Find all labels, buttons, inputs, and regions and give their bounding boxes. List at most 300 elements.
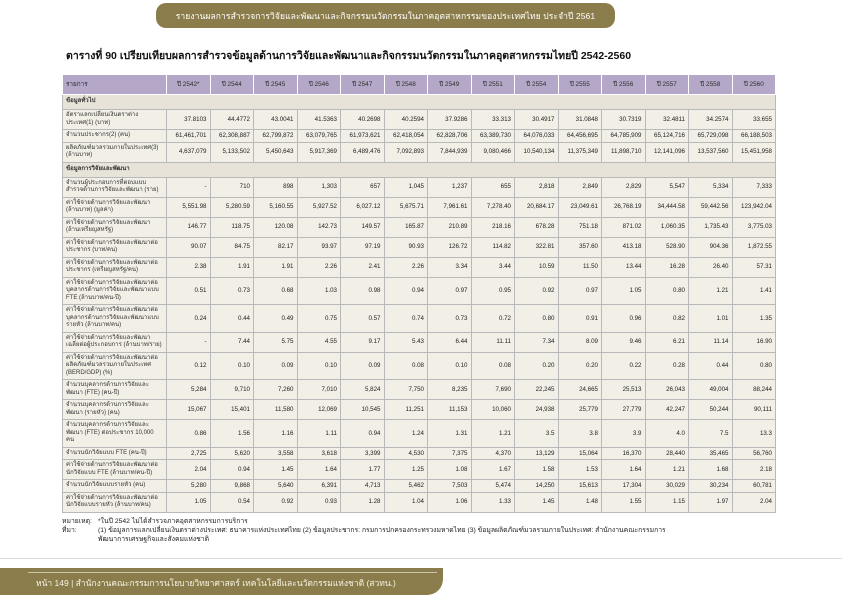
source-line bbox=[62, 526, 776, 535]
value-cell: 149.57 bbox=[341, 217, 385, 237]
year-column-header: ปี 2542* bbox=[167, 75, 211, 95]
value-cell: 1.05 bbox=[602, 277, 646, 305]
value-cell: 57.31 bbox=[732, 257, 776, 277]
value-cell: 9,080,466 bbox=[471, 142, 515, 162]
value-cell: 1.48 bbox=[558, 492, 602, 512]
value-cell: 16,370 bbox=[602, 447, 646, 460]
value-cell: 5,551.98 bbox=[167, 197, 211, 217]
value-cell: 65,729,098 bbox=[689, 130, 733, 143]
value-cell: 90,111 bbox=[732, 400, 776, 420]
value-cell: 62,418,054 bbox=[384, 130, 428, 143]
value-cell: 0.54 bbox=[210, 492, 254, 512]
value-cell: 93.97 bbox=[297, 237, 341, 257]
value-cell: 1.04 bbox=[384, 492, 428, 512]
report-title: รายงานผลการสำรวจการวิจัยและพัฒนาและกิจกรรมนวัตกรรมในภาคอุตสาหกรรมของประเทศไทย ประจำปี 2561 bbox=[175, 10, 596, 21]
value-cell: 413.18 bbox=[602, 237, 646, 257]
value-cell: 0.09 bbox=[341, 352, 385, 380]
value-cell: 1.15 bbox=[645, 492, 689, 512]
table-row bbox=[63, 142, 776, 162]
row-label: ค่าใช้จ่ายด้านการวิจัยและพัฒนาต่อผลิตภัณฑ์มวลรวมภายในประเทศ (BERD/GDP) (%) bbox=[63, 352, 167, 380]
source-text-2: พัฒนาการเศรษฐกิจและสังคมแห่งชาติ bbox=[98, 535, 209, 543]
row-label: จำนวนผู้ประกอบการที่ตอบแบบสำรวจด้านการวิจัยและพัฒนา (ราย) bbox=[63, 177, 167, 197]
year-column-header: ปี 2548 bbox=[384, 75, 428, 95]
value-cell: 5,160.55 bbox=[254, 197, 298, 217]
value-cell: 1,045 bbox=[384, 177, 428, 197]
value-cell: 15,613 bbox=[558, 480, 602, 493]
value-cell: 0.94 bbox=[384, 277, 428, 305]
value-cell: 5.75 bbox=[254, 332, 298, 352]
value-cell: 3.44 bbox=[471, 257, 515, 277]
value-cell: 62,308,887 bbox=[210, 130, 254, 143]
value-cell: 1,735.43 bbox=[689, 217, 733, 237]
value-cell: 5,927.52 bbox=[297, 197, 341, 217]
footer-divider bbox=[0, 558, 842, 559]
value-cell: 165.87 bbox=[384, 217, 428, 237]
value-cell: 5,675.71 bbox=[384, 197, 428, 217]
value-cell: 0.57 bbox=[341, 305, 385, 333]
value-cell: 1.21 bbox=[645, 460, 689, 480]
value-cell: 210.89 bbox=[428, 217, 472, 237]
value-cell: 3.8 bbox=[558, 420, 602, 448]
row-label: จำนวนนักวิจัยแบบรายหัว (คน) bbox=[63, 480, 167, 493]
value-cell: 5,620 bbox=[210, 447, 254, 460]
value-cell: 11,375,349 bbox=[558, 142, 602, 162]
value-cell: 49,004 bbox=[689, 380, 733, 400]
row-label: จำนวนบุคลากรด้านการวิจัยและพัฒนา (รายหัว) (คน) bbox=[63, 400, 167, 420]
value-cell: 0.10 bbox=[210, 352, 254, 380]
comparison-table bbox=[62, 74, 776, 513]
value-cell: 1.67 bbox=[471, 460, 515, 480]
value-cell: 30.7319 bbox=[602, 110, 646, 130]
value-cell: 7,503 bbox=[428, 480, 472, 493]
value-cell: 6,391 bbox=[297, 480, 341, 493]
value-cell: 0.68 bbox=[254, 277, 298, 305]
value-cell: 12,141,096 bbox=[645, 142, 689, 162]
value-cell: 1.58 bbox=[515, 460, 559, 480]
table-row bbox=[63, 217, 776, 237]
value-cell: 4.55 bbox=[297, 332, 341, 352]
value-cell: 40.2698 bbox=[341, 110, 385, 130]
value-cell: 3,558 bbox=[254, 447, 298, 460]
value-cell: - bbox=[167, 177, 211, 197]
row-label: ค่าใช้จ่ายด้านการวิจัยและพัฒนาต่อประชากร (บาท/คน) bbox=[63, 237, 167, 257]
value-cell: 0.73 bbox=[428, 305, 472, 333]
value-cell: 1.03 bbox=[297, 277, 341, 305]
table-head bbox=[63, 75, 776, 95]
value-cell: 0.08 bbox=[471, 352, 515, 380]
table-row bbox=[63, 257, 776, 277]
value-cell: 1.91 bbox=[254, 257, 298, 277]
value-cell: 5,462 bbox=[384, 480, 428, 493]
value-cell: 11,153 bbox=[428, 400, 472, 420]
value-cell: 16.90 bbox=[732, 332, 776, 352]
row-label: จำนวนบุคลากรด้านการวิจัยและพัฒนา (FTE) (คน-ปี) bbox=[63, 380, 167, 400]
value-cell: 84.75 bbox=[210, 237, 254, 257]
value-cell: 13.3 bbox=[732, 420, 776, 448]
value-cell: 1.77 bbox=[341, 460, 385, 480]
value-cell: 11,251 bbox=[384, 400, 428, 420]
value-cell: 1.24 bbox=[384, 420, 428, 448]
value-cell: 2,829 bbox=[602, 177, 646, 197]
value-cell: 32.4811 bbox=[645, 110, 689, 130]
value-cell: 904.36 bbox=[689, 237, 733, 257]
value-cell: 16.28 bbox=[645, 257, 689, 277]
value-cell: 1.45 bbox=[254, 460, 298, 480]
value-cell: 31.0848 bbox=[558, 110, 602, 130]
value-cell: 4,713 bbox=[341, 480, 385, 493]
value-cell: 5,133,502 bbox=[210, 142, 254, 162]
value-cell: 62,828,706 bbox=[428, 130, 472, 143]
value-cell: 30,029 bbox=[645, 480, 689, 493]
value-cell: 678.28 bbox=[515, 217, 559, 237]
value-cell: 710 bbox=[210, 177, 254, 197]
row-label: อัตราแลกเปลี่ยนเงินตราต่างประเทศ(1) (บาท) bbox=[63, 110, 167, 130]
value-cell: 0.08 bbox=[384, 352, 428, 380]
value-cell: 3,399 bbox=[341, 447, 385, 460]
footer-text: หน้า 149 | สำนักงานคณะกรรมการนโยบายวิทยาศาสตร์ เทคโนโลยีและนวัตกรรมแห่งชาติ (สวทน.) bbox=[36, 578, 396, 588]
value-cell: 0.82 bbox=[645, 305, 689, 333]
value-cell: 20,684.17 bbox=[515, 197, 559, 217]
year-column-header: ปี 2551 bbox=[471, 75, 515, 95]
value-cell: 7,750 bbox=[384, 380, 428, 400]
value-cell: 37.8103 bbox=[167, 110, 211, 130]
row-label: ผลิตภัณฑ์มวลรวมภายในประเทศ(3) (ล้านบาท) bbox=[63, 142, 167, 162]
value-cell: 3.34 bbox=[428, 257, 472, 277]
value-cell: 2.26 bbox=[384, 257, 428, 277]
table-body bbox=[63, 95, 776, 513]
value-cell: 7.34 bbox=[515, 332, 559, 352]
value-cell: 8.09 bbox=[558, 332, 602, 352]
value-cell: 5,450,643 bbox=[254, 142, 298, 162]
value-cell: 1.53 bbox=[558, 460, 602, 480]
value-cell: 1.64 bbox=[602, 460, 646, 480]
value-cell: 871.02 bbox=[602, 217, 646, 237]
value-cell: 898 bbox=[254, 177, 298, 197]
value-cell: 0.96 bbox=[602, 305, 646, 333]
value-cell: 0.24 bbox=[167, 305, 211, 333]
value-cell: 34.2574 bbox=[689, 110, 733, 130]
value-cell: 6,027.12 bbox=[341, 197, 385, 217]
value-cell: 4,637,079 bbox=[167, 142, 211, 162]
value-cell: 7,092,893 bbox=[384, 142, 428, 162]
value-cell: 2.04 bbox=[732, 492, 776, 512]
value-cell: 1,303 bbox=[297, 177, 341, 197]
value-cell: 1.28 bbox=[341, 492, 385, 512]
value-cell: 218.16 bbox=[471, 217, 515, 237]
value-cell: 42,247 bbox=[645, 400, 689, 420]
value-cell: 0.44 bbox=[210, 305, 254, 333]
value-cell: 1.91 bbox=[210, 257, 254, 277]
value-cell: 25,513 bbox=[602, 380, 646, 400]
value-cell: 3.5 bbox=[515, 420, 559, 448]
value-cell: 7,010 bbox=[297, 380, 341, 400]
year-column-header: ปี 2556 bbox=[602, 75, 646, 95]
value-cell: 0.49 bbox=[254, 305, 298, 333]
value-cell: 64,076,033 bbox=[515, 130, 559, 143]
row-label: ค่าใช้จ่ายด้านการวิจัยและพัฒนาต่อบุคลากรด้านการวิจัยและพัฒนาแบบ FTE (ล้านบาท/คน-ปี) bbox=[63, 277, 167, 305]
value-cell: 322.81 bbox=[515, 237, 559, 257]
value-cell: 2.18 bbox=[732, 460, 776, 480]
value-cell: 0.91 bbox=[558, 305, 602, 333]
section-header-row bbox=[63, 95, 776, 110]
value-cell: 23,049.61 bbox=[558, 197, 602, 217]
table-row bbox=[63, 380, 776, 400]
page-footer bbox=[0, 568, 443, 595]
value-cell: 13.44 bbox=[602, 257, 646, 277]
value-cell: 7,278.40 bbox=[471, 197, 515, 217]
items-column-header: รายการ bbox=[63, 75, 167, 95]
value-cell: 1.08 bbox=[428, 460, 472, 480]
row-label: ค่าใช้จ่ายด้านการวิจัยและพัฒนา (ล้านเหรียญสหรัฐ) bbox=[63, 217, 167, 237]
value-cell: 25,779 bbox=[558, 400, 602, 420]
value-cell: 142.73 bbox=[297, 217, 341, 237]
table-row bbox=[63, 480, 776, 493]
page-content bbox=[62, 47, 776, 544]
value-cell: 43.0041 bbox=[254, 110, 298, 130]
value-cell: 63,079,765 bbox=[297, 130, 341, 143]
value-cell: 8,235 bbox=[428, 380, 472, 400]
value-cell: 26,768.19 bbox=[602, 197, 646, 217]
value-cell: 0.94 bbox=[210, 460, 254, 480]
table-notes bbox=[62, 517, 776, 544]
value-cell: 61,461,701 bbox=[167, 130, 211, 143]
year-column-header: ปี 2554 bbox=[515, 75, 559, 95]
value-cell: 0.95 bbox=[471, 277, 515, 305]
value-cell: 6,489,476 bbox=[341, 142, 385, 162]
report-title-banner bbox=[156, 3, 615, 28]
value-cell: 0.80 bbox=[515, 305, 559, 333]
table-row bbox=[63, 352, 776, 380]
table-row bbox=[63, 110, 776, 130]
value-cell: 1.68 bbox=[689, 460, 733, 480]
value-cell: 1.33 bbox=[471, 492, 515, 512]
value-cell: 15,451,958 bbox=[732, 142, 776, 162]
value-cell: 2,818 bbox=[515, 177, 559, 197]
value-cell: 1.06 bbox=[428, 492, 472, 512]
value-cell: 24,665 bbox=[558, 380, 602, 400]
value-cell: 7,961.61 bbox=[428, 197, 472, 217]
value-cell: 0.12 bbox=[167, 352, 211, 380]
year-column-header: ปี 2545 bbox=[254, 75, 298, 95]
value-cell: 0.44 bbox=[689, 352, 733, 380]
value-cell: 11,580 bbox=[254, 400, 298, 420]
value-cell: 0.92 bbox=[254, 492, 298, 512]
value-cell: 63,389,730 bbox=[471, 130, 515, 143]
value-cell: 11.11 bbox=[471, 332, 515, 352]
table-row bbox=[63, 492, 776, 512]
value-cell: 10.59 bbox=[515, 257, 559, 277]
value-cell: 1.21 bbox=[689, 277, 733, 305]
value-cell: 6.21 bbox=[645, 332, 689, 352]
source-text-1: (1) ข้อมูลการแลกเปลี่ยนเงินตราต่างประเทศ: ธนาคารแห่งประเทศไทย (2) ข้อมูลประชากร: กรมการปกครองกระทรวงมหาดไทย (3) ข้อมูลผลิตภัณฑ์มวลรวมภายในประเทศ: สำนักงานคณะกรรมการ bbox=[98, 526, 666, 534]
value-cell: 5,474 bbox=[471, 480, 515, 493]
year-column-header: ปี 2558 bbox=[689, 75, 733, 95]
table-row bbox=[63, 197, 776, 217]
value-cell: 97.19 bbox=[341, 237, 385, 257]
value-cell: 528.90 bbox=[645, 237, 689, 257]
value-cell: 5.43 bbox=[384, 332, 428, 352]
value-cell: 1.56 bbox=[210, 420, 254, 448]
table-row bbox=[63, 177, 776, 197]
value-cell: 30,234 bbox=[689, 480, 733, 493]
value-cell: 9,710 bbox=[210, 380, 254, 400]
value-cell: 9,868 bbox=[210, 480, 254, 493]
section-title: ข้อมูลการวิจัยและพัฒนา bbox=[63, 162, 776, 177]
value-cell: - bbox=[167, 332, 211, 352]
value-cell: 15,064 bbox=[558, 447, 602, 460]
value-cell: 33.313 bbox=[471, 110, 515, 130]
value-cell: 1.21 bbox=[471, 420, 515, 448]
remark-line bbox=[62, 517, 776, 526]
value-cell: 7,333 bbox=[732, 177, 776, 197]
year-column-header: ปี 2547 bbox=[341, 75, 385, 95]
value-cell: 7.5 bbox=[689, 420, 733, 448]
value-cell: 5,334 bbox=[689, 177, 733, 197]
value-cell: 3,775.03 bbox=[732, 217, 776, 237]
value-cell: 0.20 bbox=[515, 352, 559, 380]
year-column-header: ปี 2544 bbox=[210, 75, 254, 95]
value-cell: 40.2594 bbox=[384, 110, 428, 130]
value-cell: 5,284 bbox=[167, 380, 211, 400]
row-label: ค่าใช้จ่ายด้านการวิจัยและพัฒนาต่อประชากร (เหรียญสหรัฐ/คน) bbox=[63, 257, 167, 277]
table-row bbox=[63, 400, 776, 420]
value-cell: 0.92 bbox=[515, 277, 559, 305]
header-row bbox=[63, 75, 776, 95]
value-cell: 5,824 bbox=[341, 380, 385, 400]
value-cell: 59,442.56 bbox=[689, 197, 733, 217]
value-cell: 7,690 bbox=[471, 380, 515, 400]
value-cell: 0.28 bbox=[645, 352, 689, 380]
value-cell: 44.4772 bbox=[210, 110, 254, 130]
value-cell: 5,280 bbox=[167, 480, 211, 493]
year-column-header: ปี 2549 bbox=[428, 75, 472, 95]
value-cell: 357.60 bbox=[558, 237, 602, 257]
value-cell: 82.17 bbox=[254, 237, 298, 257]
value-cell: 30.4917 bbox=[515, 110, 559, 130]
value-cell: 7,844,939 bbox=[428, 142, 472, 162]
value-cell: 0.80 bbox=[645, 277, 689, 305]
value-cell: 11.50 bbox=[558, 257, 602, 277]
remark-label: หมายเหตุ: bbox=[62, 517, 92, 525]
table-title: ตารางที่ 90 เปรียบเทียบผลการสำรวจข้อมูลด้านการวิจัยและพัฒนาและกิจกรรมนวัตกรรมในภาคอุตสาหกรรมไทยปี 2542-2560 bbox=[66, 50, 632, 62]
value-cell: 2,725 bbox=[167, 447, 211, 460]
value-cell: 2.04 bbox=[167, 460, 211, 480]
year-column-header: ปี 2560 bbox=[732, 75, 776, 95]
table-row bbox=[63, 332, 776, 352]
value-cell: 41.5363 bbox=[297, 110, 341, 130]
value-cell: 64,785,909 bbox=[602, 130, 646, 143]
value-cell: 0.80 bbox=[732, 352, 776, 380]
value-cell: 13,129 bbox=[515, 447, 559, 460]
source-label: ที่มา: bbox=[62, 526, 77, 534]
value-cell: 126.72 bbox=[428, 237, 472, 257]
value-cell: 28,440 bbox=[645, 447, 689, 460]
value-cell: 11,898,710 bbox=[602, 142, 646, 162]
value-cell: 657 bbox=[341, 177, 385, 197]
value-cell: 2.38 bbox=[167, 257, 211, 277]
row-label: จำนวนประชากร(2) (คน) bbox=[63, 130, 167, 143]
value-cell: 24,938 bbox=[515, 400, 559, 420]
value-cell: 7,375 bbox=[428, 447, 472, 460]
value-cell: 13,537,560 bbox=[689, 142, 733, 162]
value-cell: 0.74 bbox=[384, 305, 428, 333]
year-column-header: ปี 2557 bbox=[645, 75, 689, 95]
value-cell: 22,245 bbox=[515, 380, 559, 400]
value-cell: 61,973,621 bbox=[341, 130, 385, 143]
value-cell: 35,465 bbox=[689, 447, 733, 460]
table-row bbox=[63, 447, 776, 460]
table-row bbox=[63, 420, 776, 448]
value-cell: 15,067 bbox=[167, 400, 211, 420]
value-cell: 26.40 bbox=[689, 257, 733, 277]
value-cell: 64,456,695 bbox=[558, 130, 602, 143]
table-row bbox=[63, 277, 776, 305]
value-cell: 37.9286 bbox=[428, 110, 472, 130]
value-cell: 27,779 bbox=[602, 400, 646, 420]
value-cell: 1.11 bbox=[297, 420, 341, 448]
value-cell: 1.31 bbox=[428, 420, 472, 448]
value-cell: 11.14 bbox=[689, 332, 733, 352]
value-cell: 0.20 bbox=[558, 352, 602, 380]
value-cell: 5,640 bbox=[254, 480, 298, 493]
value-cell: 0.93 bbox=[297, 492, 341, 512]
table-row bbox=[63, 237, 776, 257]
value-cell: 50,244 bbox=[689, 400, 733, 420]
year-column-header: ปี 2555 bbox=[558, 75, 602, 95]
value-cell: 1,237 bbox=[428, 177, 472, 197]
value-cell: 3.9 bbox=[602, 420, 646, 448]
value-cell: 3,618 bbox=[297, 447, 341, 460]
table-row bbox=[63, 130, 776, 143]
row-label: ค่าใช้จ่ายด้านการวิจัยและพัฒนาต่อนักวิจัยแบบ FTE (ล้านบาท/คน-ปี) bbox=[63, 460, 167, 480]
value-cell: 4.0 bbox=[645, 420, 689, 448]
value-cell: 10,545 bbox=[341, 400, 385, 420]
value-cell: 1.64 bbox=[297, 460, 341, 480]
value-cell: 14,250 bbox=[515, 480, 559, 493]
table-row bbox=[63, 460, 776, 480]
value-cell: 4,370 bbox=[471, 447, 515, 460]
value-cell: 62,799,872 bbox=[254, 130, 298, 143]
value-cell: 1.97 bbox=[689, 492, 733, 512]
value-cell: 90.93 bbox=[384, 237, 428, 257]
value-cell: 2.41 bbox=[341, 257, 385, 277]
value-cell: 0.22 bbox=[602, 352, 646, 380]
value-cell: 65,124,716 bbox=[645, 130, 689, 143]
value-cell: 7,260 bbox=[254, 380, 298, 400]
value-cell: 0.09 bbox=[254, 352, 298, 380]
value-cell: 9.17 bbox=[341, 332, 385, 352]
value-cell: 12,069 bbox=[297, 400, 341, 420]
value-cell: 90.07 bbox=[167, 237, 211, 257]
value-cell: 6.44 bbox=[428, 332, 472, 352]
value-cell: 34,444.58 bbox=[645, 197, 689, 217]
value-cell: 1.25 bbox=[384, 460, 428, 480]
value-cell: 655 bbox=[471, 177, 515, 197]
value-cell: 66,188,503 bbox=[732, 130, 776, 143]
value-cell: 751.18 bbox=[558, 217, 602, 237]
value-cell: 0.51 bbox=[167, 277, 211, 305]
value-cell: 0.98 bbox=[341, 277, 385, 305]
row-label: จำนวนบุคลากรด้านการวิจัยและพัฒนา (FTE) ต่อประชากร 10,000 คน bbox=[63, 420, 167, 448]
value-cell: 0.94 bbox=[341, 420, 385, 448]
value-cell: 10,060 bbox=[471, 400, 515, 420]
value-cell: 88,244 bbox=[732, 380, 776, 400]
value-cell: 1.35 bbox=[732, 305, 776, 333]
value-cell: 0.97 bbox=[428, 277, 472, 305]
value-cell: 120.08 bbox=[254, 217, 298, 237]
value-cell: 1.41 bbox=[732, 277, 776, 305]
value-cell: 15,401 bbox=[210, 400, 254, 420]
